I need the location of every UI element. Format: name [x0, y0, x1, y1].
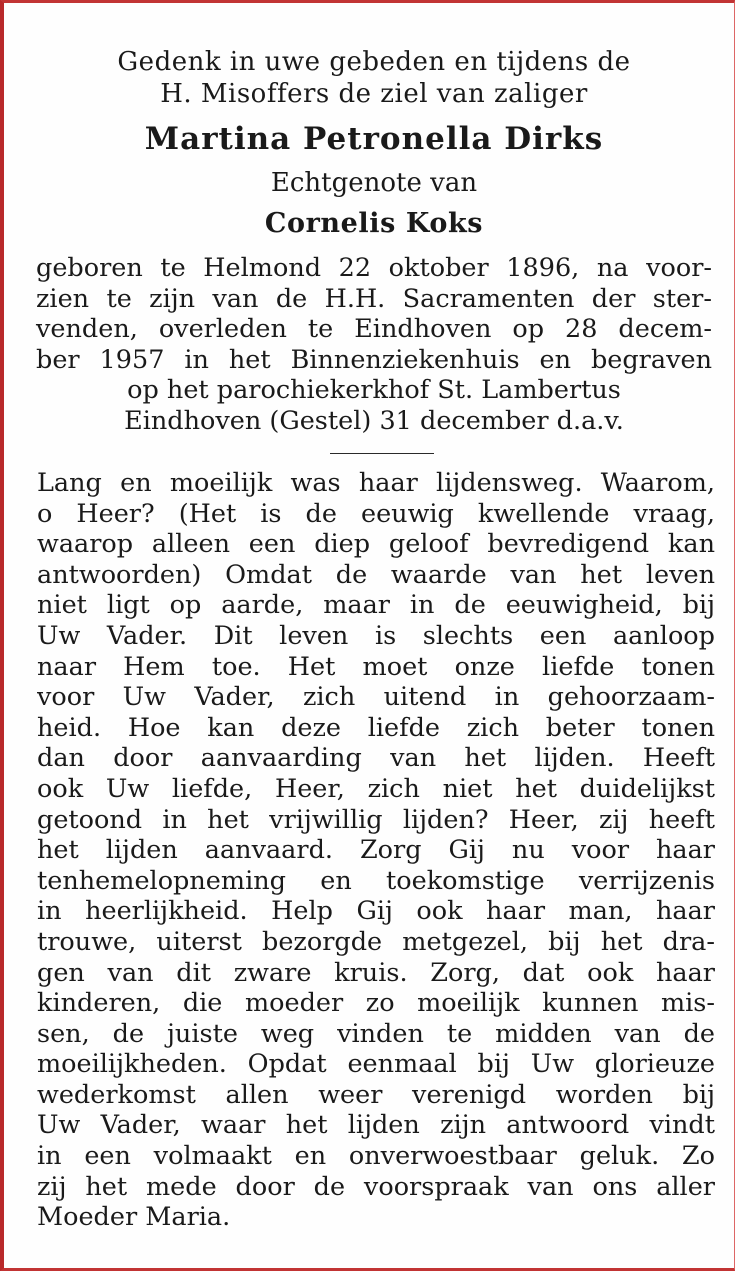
- prayer-line: gen van dit zware kruis. Zorg, dat ook haar: [37, 957, 715, 988]
- prayer-line: Moeder Maria.: [37, 1202, 231, 1233]
- prayer-line: Uw Vader, waar het lijden zijn antwoord vindt: [37, 1110, 715, 1141]
- spouse-name: Cornelis Koks: [264, 208, 484, 239]
- prayer-line: naar Hem toe. Het moet onze liefde tonen: [37, 651, 715, 682]
- prayer-line: getoond in het vrijwillig lijden? Heer, zij heeft: [37, 804, 715, 835]
- prayer-line: Uw Vader. Dit leven is slechts een aanloop: [37, 620, 715, 651]
- prayer-line: in een volmaakt en onverwoestbaar geluk. Zo: [37, 1141, 715, 1172]
- bio-line: ber 1957 in het Binnenziekenhuis en begraven: [36, 344, 712, 375]
- prayer-line: wederkomst allen weer verenigd worden bij: [37, 1079, 715, 1110]
- intro-line-1: Gedenk in uwe gebeden en tijdens de: [117, 47, 631, 77]
- prayer-line: o Heer? (Het is de eeuwig kwellende vraag,: [37, 498, 715, 529]
- prayer-line: zij het mede door de voorspraak van ons aller: [37, 1171, 715, 1202]
- prayer-line: heid. Hoe kan deze liefde zich beter tonen: [37, 712, 715, 743]
- prayer-line: ook Uw liefde, Heer, zich niet het duidelijkst: [37, 773, 715, 804]
- prayer-text: [37, 468, 715, 1233]
- prayer-line: het lijden aanvaard. Zorg Gij nu voor haar: [37, 835, 715, 866]
- prayer-line: waarop alleen een diep geloof bevredigend kan: [37, 529, 715, 560]
- prayer-line: moeilijkheden. Opdat eenmaal bij Uw glorieuze: [37, 1049, 715, 1080]
- prayer-line: kinderen, die moeder zo moeilijk kunnen mis-: [37, 988, 715, 1019]
- prayer-line: trouwe, uiterst bezorgde metgezel, bij het dra-: [37, 926, 715, 957]
- bio-line: Eindhoven (Gestel) 31 december d.a.v.: [124, 405, 624, 436]
- prayer-line: voor Uw Vader, zich uitend in gehoorzaam-: [37, 682, 715, 713]
- section-divider: [330, 453, 434, 454]
- intro-line-2: H. Misoffers de ziel van zaliger: [160, 79, 588, 109]
- prayer-line: tenhemelopneming en toekomstige verrijzenis: [37, 865, 715, 896]
- bio-line: geboren te Helmond 22 oktober 1896, na voor-: [36, 253, 712, 283]
- deceased-name: Martina Petronella Dirks: [144, 121, 604, 157]
- bio-line: zien te zijn van de H.H. Sacramenten der ster-: [36, 283, 712, 314]
- prayer-line: sen, de juiste weg vinden te midden van de: [37, 1018, 715, 1049]
- prayer-line: antwoorden) Omdat de waarde van het leven: [37, 559, 715, 590]
- biography: [36, 253, 712, 437]
- prayer-line: dan door aanvaarding van het lijden. Heeft: [37, 743, 715, 774]
- prayer-line: niet ligt op aarde, maar in de eeuwigheid, bij: [37, 590, 715, 621]
- prayer-line: Lang en moeilijk was haar lijdensweg. Waarom,: [37, 468, 715, 498]
- bio-line: venden, overleden te Eindhoven op 28 decem-: [36, 314, 712, 345]
- spouse-label: Echtgenote van: [270, 168, 478, 198]
- bio-line: op het parochiekerkhof St. Lambertus: [127, 375, 621, 406]
- prayer-line: in heerlijkheid. Help Gij ook haar man, haar: [37, 896, 715, 927]
